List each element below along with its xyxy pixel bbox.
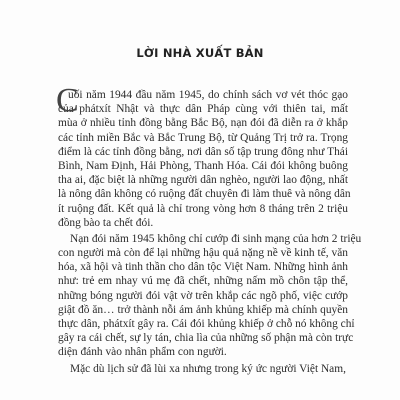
- text-line: thực dân, phátxít gây ra. Cái đói khủng khiếp ở chỗ nó không chỉ: [58, 318, 355, 330]
- paragraph-2: [58, 232, 362, 360]
- paragraph-1: [56, 82, 351, 230]
- drop-cap: C: [56, 82, 79, 119]
- text-line: Nạn đói năm 1945 không chỉ cướp đi sinh mạng của hơn 2 triệu: [70, 232, 362, 245]
- text-line: hóa, xã hội và tinh thần cho dân tộc Việt Nam. Những hình ảnh: [58, 261, 348, 274]
- text-line: diện đánh vào nhân phẩm con người.: [58, 346, 227, 359]
- text-line: điểm là các tỉnh đồng bằng, nơi dân số tập trung đông như Thái: [58, 145, 348, 158]
- text-line: tha ai, đặc biệt là những người dân nghèo, người lao động, nhất: [58, 174, 348, 187]
- paragraph-3: [58, 362, 348, 376]
- text-line: những bóng người đói vật vờ trên khắp các ngõ phố, việc cướp: [58, 289, 348, 302]
- text-line: các tỉnh miền Bắc và Bắc Trung Bộ, từ Quảng Trị trở ra. Trọng: [58, 131, 348, 144]
- text-line: là nông dân không có ruộng đất chuyên đi làm thuê và nông dân: [58, 188, 351, 201]
- text-line: con người mà còn để lại những hậu quả nặng nề về kinh tế, văn: [58, 247, 348, 260]
- text-line: của phátxít Nhật và thực dân Pháp cùng với thiên tai, mất: [58, 103, 348, 116]
- text-line: ít ruộng đất. Kết quả là chỉ trong vòng hơn 8 tháng trên 2 triệu: [58, 202, 348, 215]
- text-line: Bình, Nam Định, Hải Phòng, Thanh Hóa. Cái đói không buông: [58, 159, 348, 172]
- text-line: mùa ở nhiều tỉnh đồng bằng Bắc Bộ, nạn đói đã diễn ra ở khắp: [58, 117, 348, 130]
- text-line: Mặc dù lịch sử đã lùi xa nhưng trong ký ức người Việt Nam,: [70, 362, 346, 375]
- body-text: [56, 82, 362, 376]
- text-line: giật đồ ăn… trở thành nỗi ám ảnh khủng khiếp mà chính quyền: [58, 303, 348, 316]
- text-line: đồng bào ta chết đói.: [58, 216, 154, 229]
- text-line: gây ra cái chết, sự ly tán, chia lìa của những số phận mà còn trực: [58, 332, 354, 345]
- text-line: uối năm 1944 đầu năm 1945, do chính sách vơ vét thóc gạo: [68, 89, 348, 101]
- text-line: như: trẻ em nhay vú mẹ đã chết, những nấm mồ chôn tập thể,: [58, 275, 348, 288]
- page-title: LỜI NHÀ XUẤT BẢN: [136, 46, 264, 60]
